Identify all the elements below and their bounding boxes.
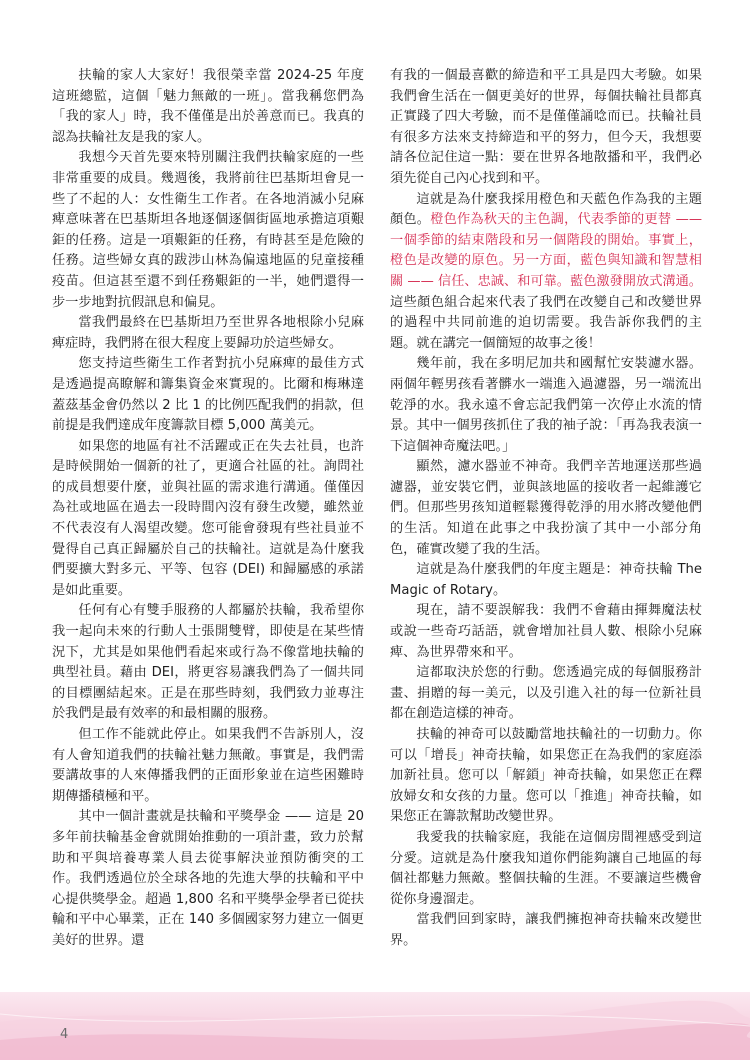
paragraph-continued: 有我的一個最喜歡的締造和平工具是四大考驗。如果我們會生活在一個更美好的世界，每個扶輪社員都真正實踐了四大考驗，而不是僅僅誦唸而已。扶輪社員有很多方法來支持締造和平的努力，但今天，我想要請各位記住這一點：要在世界各地散播和平，我們必須先從自己內心找到和平。: [390, 68, 702, 186]
paragraph: 當我們最終在巴基斯坦乃至世界各地根除小兒麻痺症時，我們將在很大程度上要歸功於這些婦女。: [52, 315, 364, 351]
paragraph: 幾年前，我在多明尼加共和國幫忙安裝濾水器。兩個年輕男孩看著髒水一端進入過濾器，另一端流出乾淨的水。我永遠不會忘記我們第一次停止水流的情景。其中一個男孩抓住了我的袖子說：「再為我表演一下這個神奇魔法吧。」: [390, 356, 702, 454]
paragraph: 您支持這些衛生工作者對抗小兒麻痺的最佳方式是透過提高瞭解和籌集資金來實現的。比爾和梅琳達蓋茲基金會仍然以 2 比 1 的比例匹配我們的捐款，但前提是我們達成年度籌款目標 5,000 萬美元。: [52, 356, 364, 434]
footer-wave-decoration: [0, 992, 750, 1060]
paragraph: 這就是為什麼我們的年度主題是：神奇扶輪 The Magic of Rotary。: [390, 562, 702, 598]
paragraph: 扶輪的家人大家好！我很榮幸當 2024-25 年度這班總監，這個「魅力無敵的一班」。當我稱您們為「我的家人」時，我不僅僅是出於善意而已。我真的認為扶輪社友是我的家人。: [52, 68, 364, 145]
paragraph: 我想今天首先要來特別關注我們扶輪家庭的一些非常重要的成員。幾週後，我將前往巴基斯坦會見一些了不起的人：女性衛生工作者。在各地消滅小兒麻痺意味著在巴基斯坦各地逐個逐個街區地承擔這項艱鉅的任務。這是一項艱鉅的任務，有時甚至是危險的任務。這些婦女真的跋涉山林為偏遠地區的兒童接種疫苗。但這甚至還不到任務艱鉅的一半，她們還得一步一步地對抗假訊息和偏見。: [52, 150, 364, 310]
right-column: [390, 66, 702, 952]
paragraph: 顯然，濾水器並不神奇。我們辛苦地運送那些過濾器，並安裝它們，並與該地區的接收者一起維護它們。但那些男孩知道輕鬆獲得乾淨的用水將改變他們的生活。知道在此事之中我扮演了其中一小部分角色，確實改變了我的生活。: [390, 459, 702, 557]
paragraph: 任何有心有雙手服務的人都屬於扶輪，我希望你我一起向未來的行動人士張開雙臂，即使是在某些情況下，尤其是如果他們看起來或行為不像當地扶輪的典型社員。藉由 DEI，將更容易讓我們為了一個共同的目標團結起來。正是在那些時刻，我們致力並專注於我們是最有效率的和最相關的服務。: [52, 603, 364, 722]
paragraph: 當我們回到家時，讓我們擁抱神奇扶輪來改變世界。: [390, 912, 702, 948]
theme-color-paragraph: [390, 190, 702, 355]
paragraph: 但工作不能就此停止。如果我們不告訴別人，沒有人會知道我們的扶輪社魅力無敵。事實是，我們需要講故事的人來傳播我們的正面形象並在這些困難時期傳播積極和平。: [52, 727, 364, 804]
page-number: 4: [60, 1027, 69, 1042]
paragraph: 扶輪的神奇可以鼓勵當地扶輪社的一切動力。你可以「增長」神奇扶輪，如果您正在為我們的家庭添加新社員。您可以「解鎖」神奇扶輪，如果您正在釋放婦女和女孩的力量。您可以「推進」神奇扶輪，如果您正在籌款幫助改變世界。: [390, 727, 702, 825]
paragraph-intro: 這就是為什麼我採用橙色和天藍色作為我的主題顏色。: [390, 191, 702, 228]
paragraph-rest: 這些顏色組合起來代表了我們在改變自己和改變世界的過程中共同前進的迫切需要。我告訴你我們的主題。就在講完一個簡短的故事之後！: [390, 294, 702, 351]
paragraph: 如果您的地區有社不活躍或正在失去社員，也許是時候開始一個新的社了，更適合社區的社。詢問社的成員想要什麼，並與社區的需求進行溝通。僅僅因為社或地區在過去一段時間內沒有發生改變，雖然並不代表沒有人渴望改變。您可能會發現有些社員並不覺得自己真正歸屬於自己的扶輪社。這就是為什麼我們要擴大對多元、平等、包容 (DEI) 和歸屬感的承諾是如此重要。: [52, 438, 364, 598]
paragraph: 我愛我的扶輪家庭，我能在這個房間裡感受到這分愛。這就是為什麼我知道你們能夠讓自己地區的每個社都魅力無敵。整個扶輪的生涯。不要讓這些機會從你身邊溜走。: [390, 829, 702, 907]
highlighted-text: 橙色作為秋天的主色調，代表季節的更替 —— 一個季節的結束階段和另一個階段的開始。事實上，橙色是改變的原色。另一方面，藍色與知識和智慧相關 —— 信任、忠誠、和可靠。藍色激發開放式溝通。: [390, 212, 703, 289]
paragraph: 現在，請不要誤解我：我們不會藉由揮舞魔法杖或說一些奇巧話語，就會增加社員人數、根除小兒麻痺、為世界帶來和平。: [390, 603, 702, 660]
footer-band: [0, 992, 750, 1060]
paragraph: 其中一個計畫就是扶輪和平獎學金 —— 這是 20 多年前扶輪基金會就開始推動的一項計畫，致力於幫助和平與培養專業人員去從事解決並預防衝突的工作。我們透過位於全球各地的先進大學的扶輪和平中心提供獎學金。超過 1,800 名和平獎學金學者已從扶輪和平中心畢業，正在 140 多個國家努力建立一個更美好的世界。還: [52, 809, 364, 948]
paragraph: 這都取決於您的行動。您透過完成的每個服務計畫、捐贈的每一美元，以及引進入社的每一位新社員都在創造這樣的神奇。: [390, 665, 702, 722]
left-column: [52, 66, 364, 952]
